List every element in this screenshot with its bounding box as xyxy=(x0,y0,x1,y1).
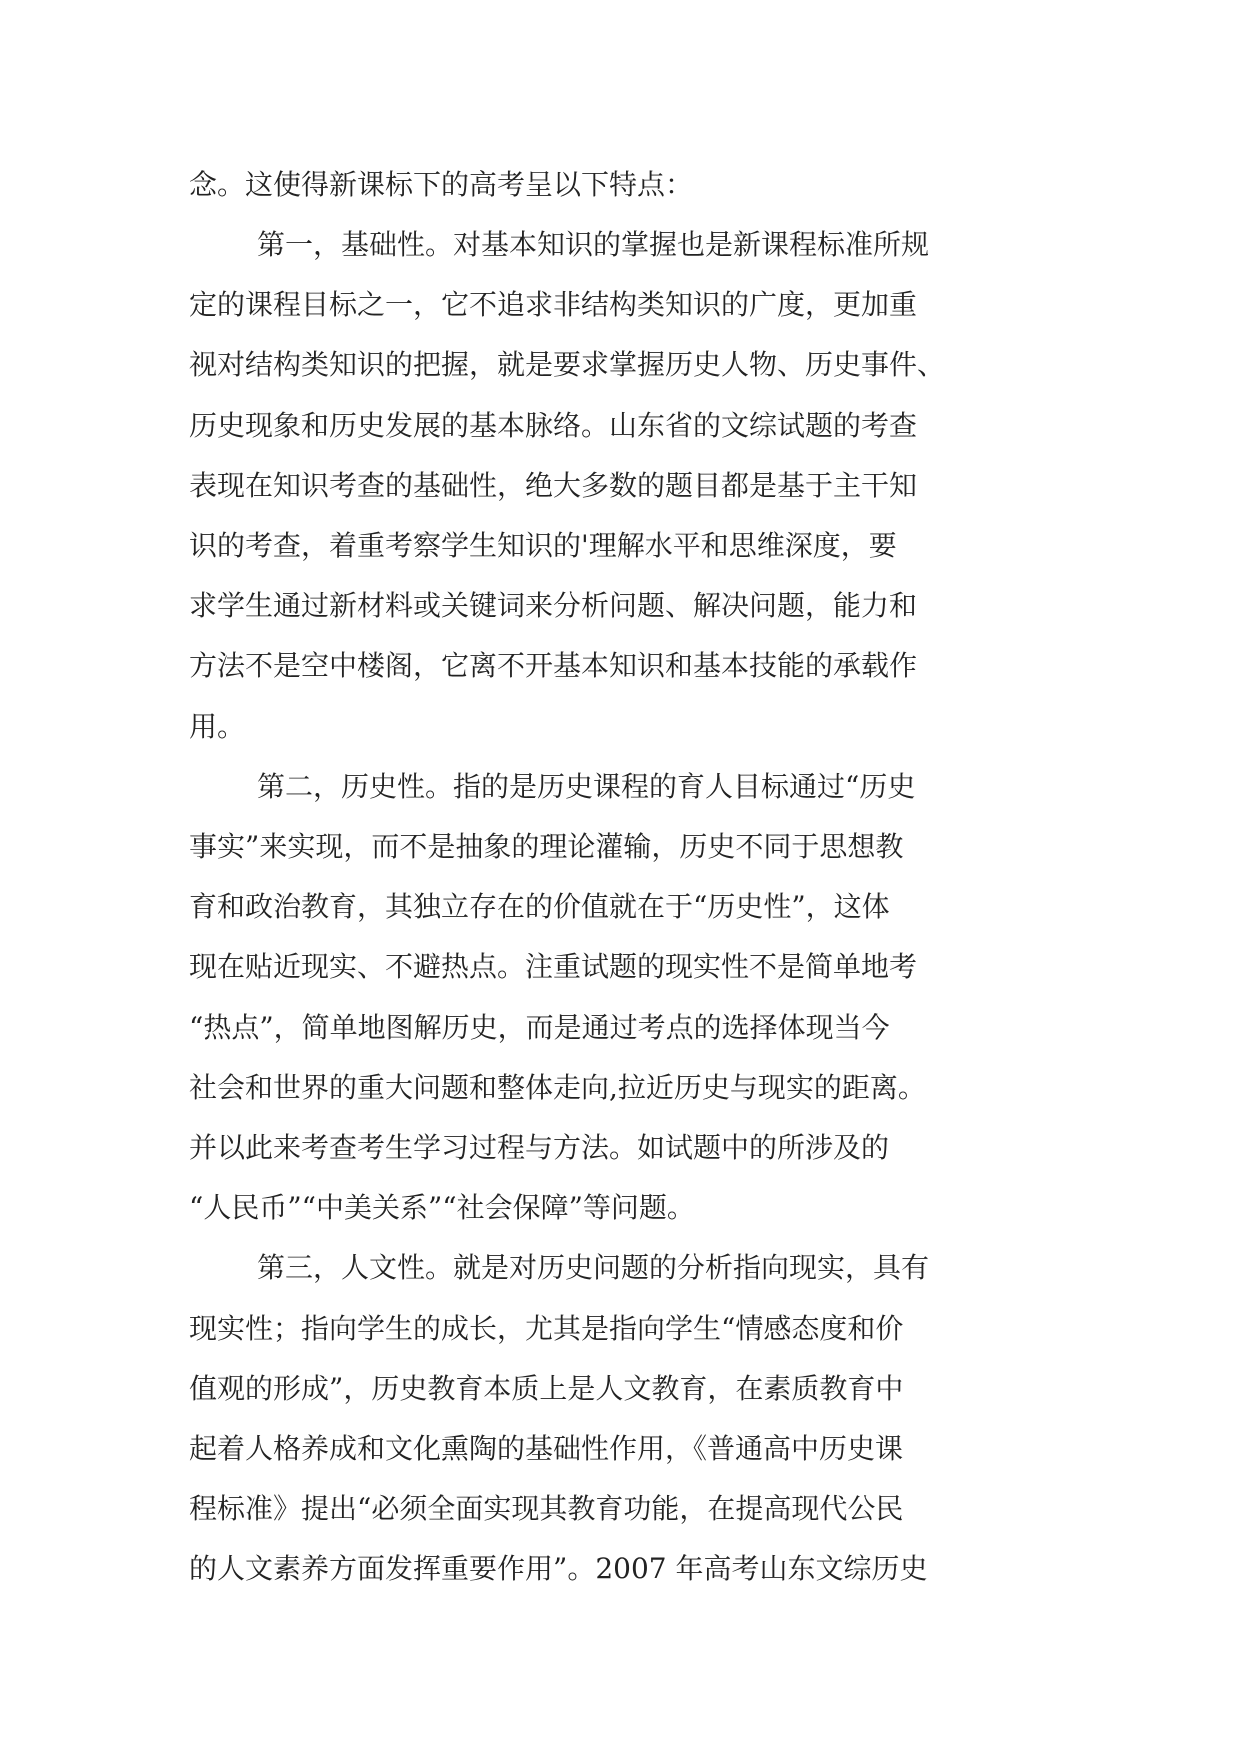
text-line: 视对结构类知识的把握，就是要求掌握历史人物、历史事件、 xyxy=(189,348,946,381)
text-line: 程标准》提出“必须全面实现其教育功能，在提高现代公民 xyxy=(189,1492,904,1525)
text-line: “热点”，简单地图解历史，而是通过考点的选择体现当今 xyxy=(189,1011,890,1044)
text-line: 的人文素养方面发挥重要作用”。2007 年高考山东文综历史 xyxy=(189,1552,928,1585)
text-line: 现在贴近现实、不避热点。注重试题的现实性不是简单地考 xyxy=(189,950,918,983)
text-line: 值观的形成”，历史教育本质上是人文教育，在素质教育中 xyxy=(189,1372,904,1405)
text-line: 第二，历史性。指的是历史课程的育人目标通过“历史 xyxy=(257,770,916,803)
text-line: 求学生通过新材料或关键词来分析问题、解决问题，能力和 xyxy=(189,589,918,622)
text-line: 识的考查，着重考察学生知识的'理解水平和思维深度，要 xyxy=(189,529,897,562)
text-line: 现实性；指向学生的成长，尤其是指向学生“情感态度和价 xyxy=(189,1312,904,1345)
text-line: 念。这使得新课标下的高考呈以下特点： xyxy=(189,168,694,201)
text-line: 社会和世界的重大问题和整体走向,拉近历史与现实的距离。 xyxy=(189,1071,926,1104)
text-line: 起着人格养成和文化熏陶的基础性作用，《普通高中历史课 xyxy=(189,1432,904,1465)
text-line: 历史现象和历史发展的基本脉络。山东省的文综试题的考查 xyxy=(189,409,918,442)
text-line: 第三，人文性。就是对历史问题的分析指向现实，具有 xyxy=(257,1251,930,1284)
text-line: 并以此来考查考生学习过程与方法。如试题中的所涉及的 xyxy=(189,1131,890,1164)
text-line: 方法不是空中楼阁，它离不开基本知识和基本技能的承载作 xyxy=(189,649,918,682)
text-line: 定的课程目标之一，它不追求非结构类知识的广度，更加重 xyxy=(189,288,918,321)
text-line: 第一，基础性。对基本知识的掌握也是新课程标准所规 xyxy=(257,228,930,261)
text-line: “人民币”“中美关系”“社会保障”等问题。 xyxy=(189,1191,695,1224)
text-line: 用。 xyxy=(189,710,246,743)
text-line: 事实”来实现，而不是抽象的理论灌输，历史不同于思想教 xyxy=(189,830,904,863)
text-line: 育和政治教育，其独立存在的价值就在于“历史性”，这体 xyxy=(189,890,890,923)
text-line: 表现在知识考查的基础性，绝大多数的题目都是基于主干知 xyxy=(189,469,918,502)
